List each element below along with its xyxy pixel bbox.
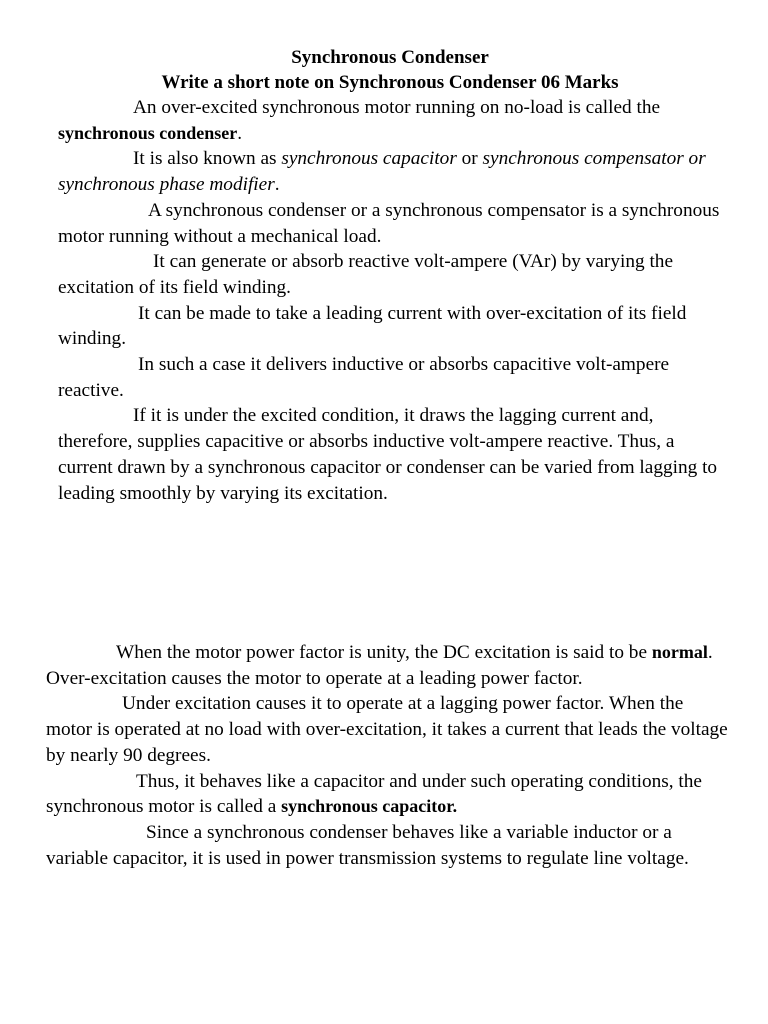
section-one (58, 95, 730, 506)
paragraph-capacitor (46, 769, 731, 820)
paragraph-definition (58, 95, 730, 146)
text-run: An over-excited synchronous motor running on no-load is called the (133, 97, 661, 118)
text-run: or (456, 148, 483, 170)
text-run: Thus, it behaves like a capacitor and under such operating conditions, the synchronous motor is called a (46, 770, 702, 818)
text-run: When the motor power factor is unity, the DC excitation is said to be (116, 642, 652, 663)
paragraph-var: It can generate or absorb reactive volt-ampere (VAr) by varying the excitation of its field winding. (58, 251, 674, 298)
paragraph-description: A synchronous condenser or a synchronous compensator is a synchronous motor running without a mechanical load. (58, 199, 720, 247)
paragraph-normal-excitation (46, 640, 731, 691)
bold-term: normal (651, 642, 708, 662)
italic-term: synchronous compensator or synchronous phase modifier (58, 148, 706, 196)
page-title: Synchronous Condenser (291, 47, 489, 68)
paragraph-aliases (58, 146, 730, 197)
text-run: . (237, 122, 243, 144)
text-run: . (274, 174, 280, 196)
bold-term: synchronous condenser (58, 122, 238, 143)
section-two (46, 640, 731, 871)
italic-term: synchronous capacitor (281, 148, 457, 170)
paragraph-leading-current: It can be made to take a leading current with over-excitation of its field winding. (58, 302, 687, 350)
text-run: It is also known as (133, 148, 282, 170)
bold-term: synchronous capacitor. (281, 796, 458, 817)
question-heading: Write a short note on Synchronous Condenser 06 Marks (161, 72, 619, 93)
text-run: . Over-excitation causes the motor to operate at a leading power factor. (46, 642, 713, 689)
paragraph-inductive: In such a case it delivers inductive or absorbs capacitive volt-ampere reactive. (58, 354, 670, 401)
paragraph-under-excitation: Under excitation causes it to operate at a lagging power factor. When the motor is operated at no load with over-excitation, it takes a current that leads the voltage by nearly 90 degrees. (46, 693, 728, 766)
paragraph-under-excited: If it is under the excited condition, it draws the lagging current and, therefore, supplies capacitive or absorbs inductive volt-ampere reactive. Thus, a current drawn by a synchronous capacitor or condenser can be varied from lagging to leading smoothly by varying its excitation. (58, 405, 718, 504)
paragraph-application: Since a synchronous condenser behaves like a variable inductor or a variable capacitor, it is used in power transmission systems to regulate line voltage. (46, 821, 689, 869)
